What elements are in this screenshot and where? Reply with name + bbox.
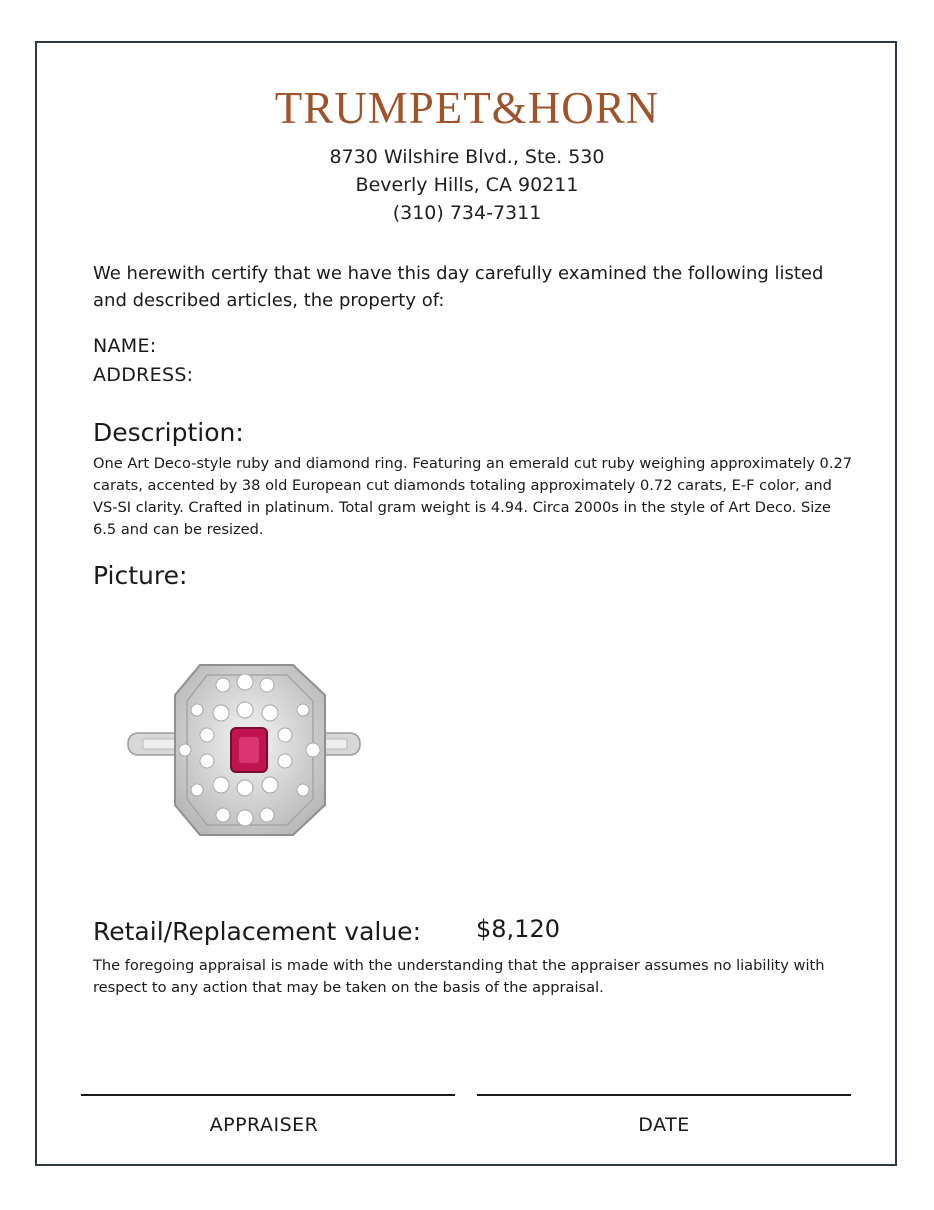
phone-number: (310) 734-7311 xyxy=(392,202,542,224)
appraiser-signature-line xyxy=(81,1094,455,1096)
address-label: ADDRESS: xyxy=(93,364,194,386)
disclaimer-text: The foregoing appraisal is made with the understanding that the appraiser assumes no liability with respect to any action that may be taken on the basis of the appraisal. xyxy=(93,957,825,996)
retail-value-label: Retail/Replacement value: xyxy=(93,917,421,946)
address-line-2: Beverly Hills, CA 90211 xyxy=(355,174,579,196)
date-label: DATE xyxy=(638,1114,690,1136)
description-heading: Description: xyxy=(93,418,244,447)
ring-image xyxy=(125,655,365,845)
brand-logo: TRUMPET&HORN xyxy=(274,83,660,133)
retail-value-amount: $8,120 xyxy=(476,915,560,943)
address-line-1: 8730 Wilshire Blvd., Ste. 530 xyxy=(329,146,605,168)
name-label: NAME: xyxy=(93,335,157,357)
picture-heading: Picture: xyxy=(93,561,188,590)
description-text: One Art Deco-style ruby and diamond ring. Featuring an emerald cut ruby weighing approximately 0.27 carats, accented by 38 old European cut diamonds totaling approximately 0.72 carats, E-F color, and VS-SI clarity. Crafted in platinum. Total gram weight is 4.94. Circa 2000s in the style of Art Deco. Size 6.5 and can be resized. xyxy=(93,455,853,538)
appraiser-label: APPRAISER xyxy=(209,1114,319,1136)
date-signature-line xyxy=(477,1094,851,1096)
certification-intro: We herewith certify that we have this day carefully examined the following listed and described articles, the property of: xyxy=(93,263,824,311)
